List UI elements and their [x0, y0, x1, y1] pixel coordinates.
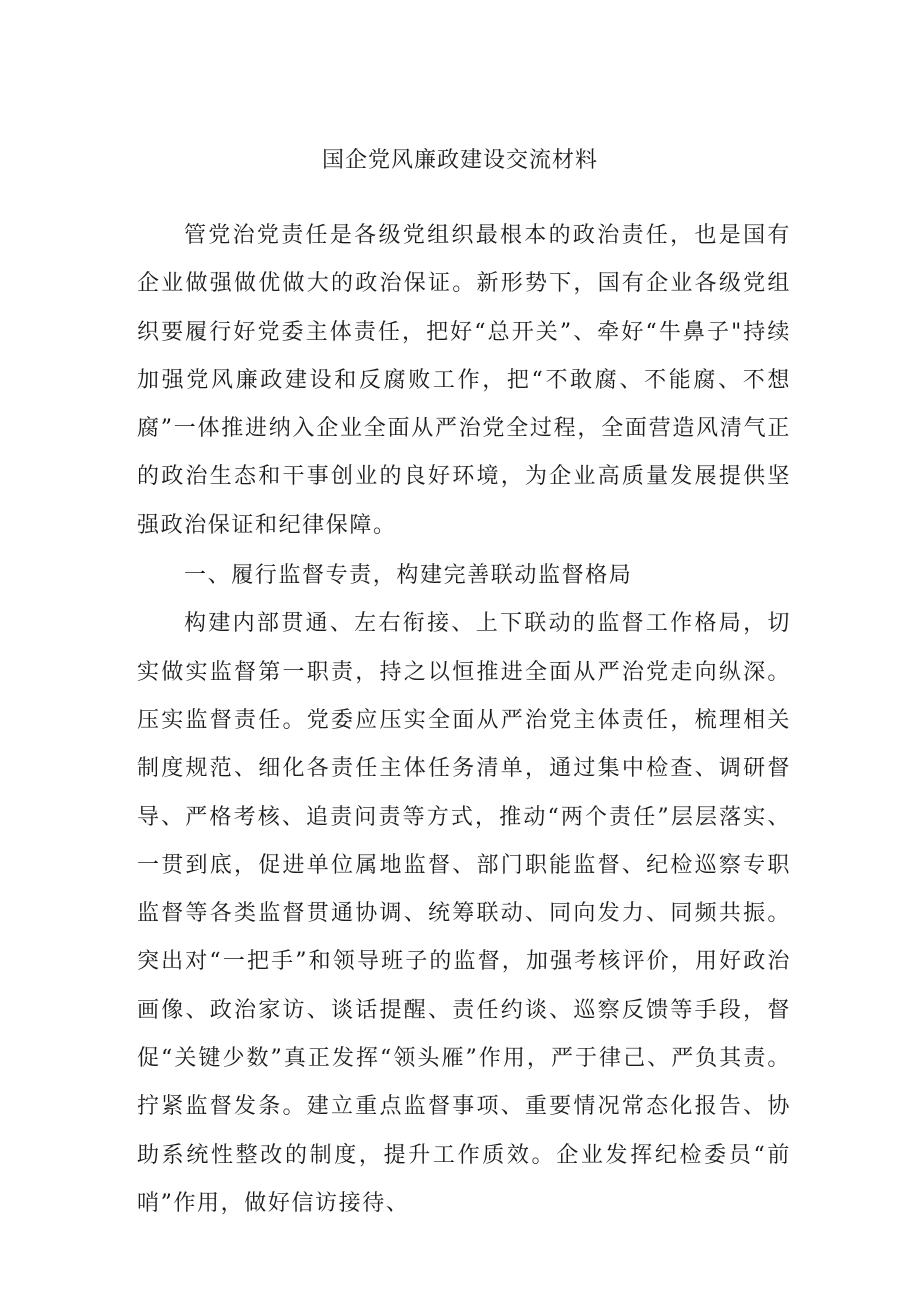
document-title: 国企党风廉政建设交流材料: [321, 148, 598, 173]
paragraph-intro: 管党治党责任是各级党组织最根本的政治责任，也是国有企业做强做优做大的政治保证。新形势下，国有企业各级党组织要履行好党委主体责任，把好“总开关”、牵好“牛鼻子"持续加强党风廉政建设和反腐败工作，把“不敢腐、不能腐、不想腐”一体推进纳入企业全面从严治党全过程，全面营造风清气正的政治生态和干事创业的良好环境，为企业高质量发展提供坚强政治保证和纪律保障。: [137, 223, 791, 538]
section-heading: 一、履行监督专责，构建完善联动监督格局: [184, 563, 633, 589]
paragraph-supervision: 构建内部贯通、左右衔接、上下联动的监督工作格局，切实做实监督第一职责，持之以恒推进全面从严治党走向纵深。压实监督责任。党委应压实全面从严治党主体责任，梳理相关制度规范、细化各责任主体任务清单，通过集中检查、调研督导、严格考核、追责问责等方式，推动“两个责任”层层落实、一贯到底，促进单位属地监督、部门职能监督、纪检巡察专职监督等各类监督贯通协调、统筹联动、同向发力、同频共振。突出对“一把手”和领导班子的监督，加强考核评价，用好政治画像、政治家访、谈话提醒、责任约谈、巡察反馈等手段，督促“关键少数”真正发挥“领头雁”作用，严于律己、严负其责。拧紧监督发条。建立重点监督事项、重要情况常态化报告、协助系统性整改的制度，提升工作质效。企业发挥纪检委员“前哨”作用，做好信访接待、: [137, 611, 791, 1216]
document-body: [137, 212, 791, 1228]
